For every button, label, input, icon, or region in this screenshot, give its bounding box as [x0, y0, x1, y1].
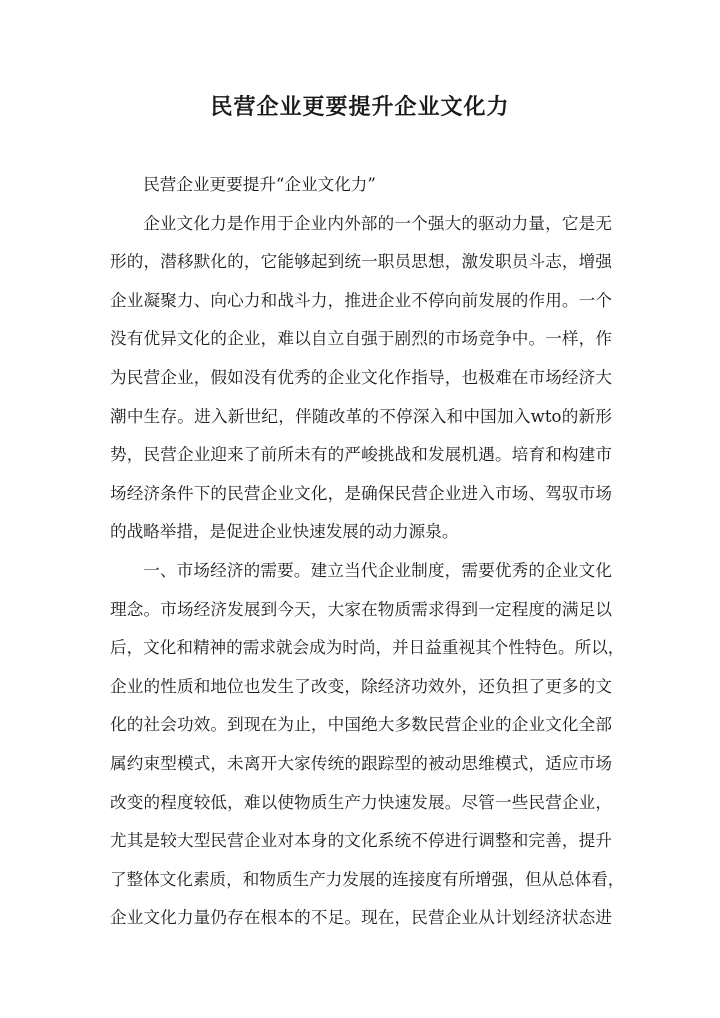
text-line: 理念。市场经济发展到今天，大家在物质需求得到一定程度的满足以: [110, 599, 612, 619]
text-line: 属约束型模式，未离开大家传统的跟踪型的被动思维模式，适应市场: [110, 753, 612, 773]
text-line: 势，民营企业迎来了前所未有的严峻挑战和发展机遇。培育和构建市: [110, 445, 612, 465]
text-line: 没有优异文化的企业，难以自立自强于剧烈的市场竞争中。一样，作: [110, 329, 612, 349]
paragraph-market-economy: [110, 552, 625, 938]
paragraph-intro: [110, 205, 612, 552]
document-title: 民营企业更要提升企业文化力: [210, 94, 510, 120]
text-line: 的战略举措，是促进企业快速发展的动力源泉。: [110, 522, 459, 542]
text-line: 尤其是较大型民营企业对本身的文化系统不停进行调整和完善，提升: [110, 831, 612, 851]
text-line: 民营企业更要提升“企业文化力”: [143, 175, 376, 194]
text-line: 了整体文化素质，和物质生产力发展的连接度有所增强，但从总体看，: [110, 869, 625, 889]
text-line: 潮中生存。进入新世纪，伴随改革的不停深入和中国加入wto的新形: [110, 406, 612, 426]
text-line: 为民营企业，假如没有优秀的企业文化作指导，也极难在市场经济大: [110, 367, 612, 387]
text-line: 后，文化和精神的需求就会成为时尚，并日益重视其个性特色。所以，: [110, 638, 625, 658]
text-line: 化的社会功效。到现在为止，中国绝大多数民营企业的企业文化全部: [110, 715, 612, 735]
text-line: 企业文化力量仍存在根本的不足。现在，民营企业从计划经济状态进: [110, 908, 612, 928]
text-line: 企业凝聚力、向心力和战斗力，推进企业不停向前发展的作用。一个: [110, 290, 612, 310]
text-line: 企业的性质和地位也发生了改变，除经济功效外，还负担了更多的文: [110, 676, 612, 696]
text-line: 企业文化力是作用于企业内外部的一个强大的驱动力量，它是无: [143, 213, 612, 233]
text-line: 改变的程度较低，难以使物质生产力快速发展。尽管一些民营企业，: [110, 792, 612, 812]
text-line: 场经济条件下的民营企业文化，是确保民营企业进入市场、驾驭市场: [110, 483, 612, 503]
paragraph-subtitle: [110, 166, 612, 205]
text-line: 形的，潜移默化的，它能够起到统一职员思想，激发职员斗志，增强: [110, 252, 612, 272]
text-line: 一、市场经济的需要。建立当代企业制度，需要优秀的企业文化: [143, 560, 612, 580]
document-body: [110, 166, 625, 938]
